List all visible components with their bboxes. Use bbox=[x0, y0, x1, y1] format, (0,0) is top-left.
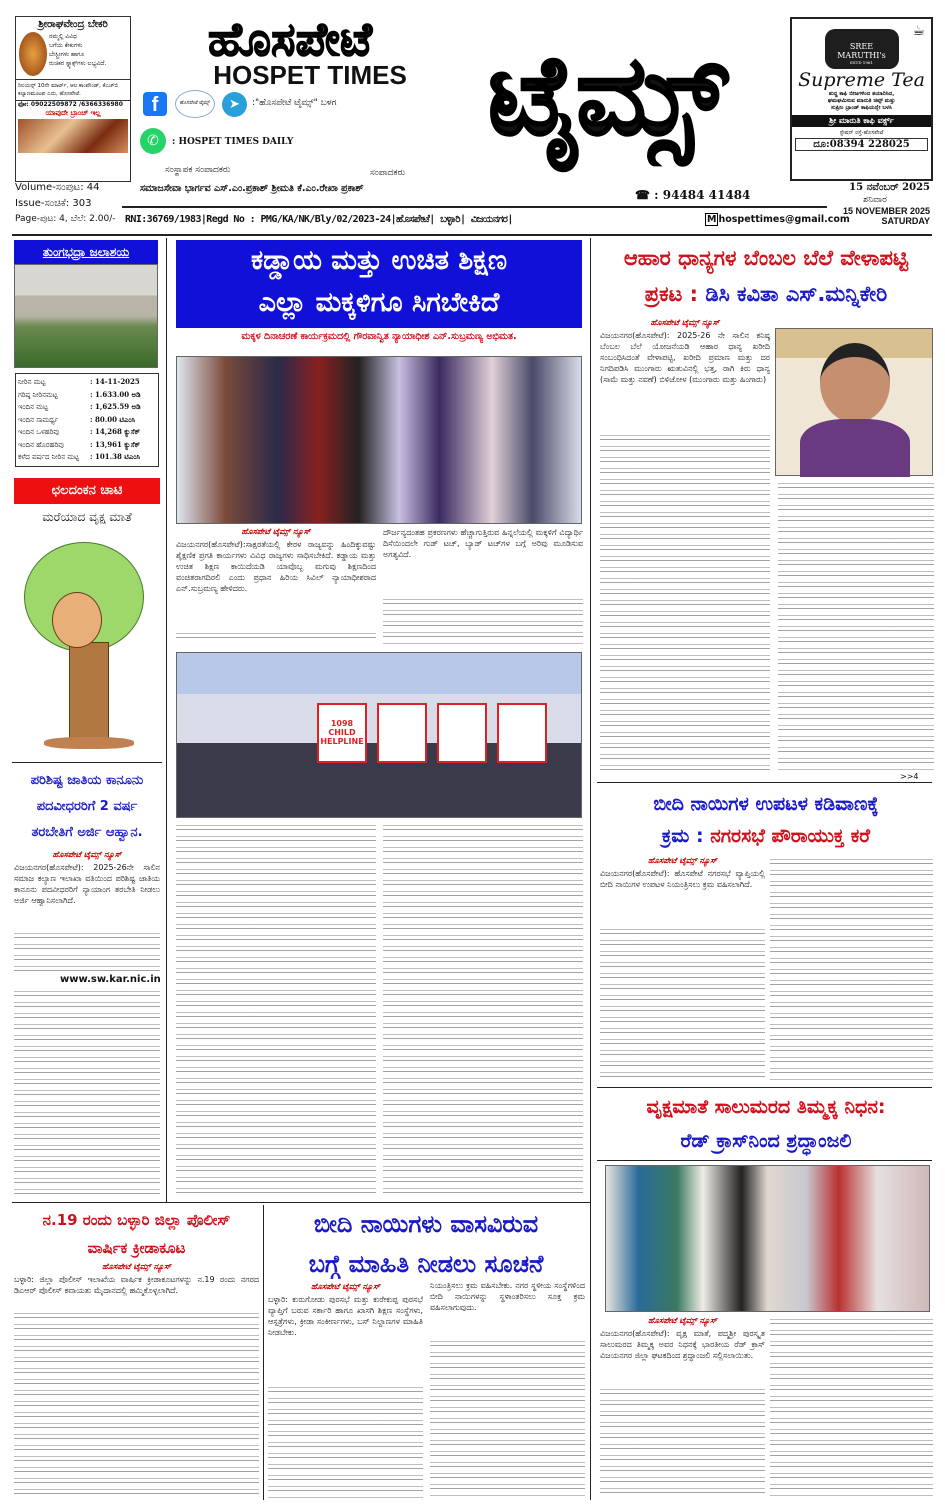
dam-label: ಇಂದಿನ ಒಳಹರಿವು bbox=[18, 428, 60, 436]
dam-photo bbox=[14, 264, 158, 368]
cakes-image bbox=[18, 119, 128, 153]
dam-value: : 14,268 ಕ್ಯುಸೆಕ್ bbox=[90, 427, 141, 436]
dam-value: : 14-11-2025 bbox=[90, 377, 140, 386]
facebook-icon[interactable]: f bbox=[143, 92, 167, 116]
bakery-tagline: ಯಾವುದೇ ಬ್ರಾಂಚ್ ಇಲ್ಲ bbox=[45, 109, 101, 117]
dam-row bbox=[18, 426, 156, 439]
headline-part: ಕ್ರಮ : bbox=[661, 825, 704, 847]
text-lines bbox=[600, 926, 765, 1081]
redcross-tribute-photo bbox=[605, 1165, 930, 1312]
byline: ಹೊಸಪೇಟೆ ಟೈಮ್ಸ್ ನ್ಯೂಸ್ bbox=[52, 850, 122, 859]
tea-brand: SREE MARUTHI's bbox=[837, 42, 886, 60]
ad-line: ಬಗೆಯ ಕೇಕುಗಳು bbox=[49, 42, 83, 49]
tea-estd: ESTD 1961 bbox=[850, 60, 873, 65]
bakery-address: ರಿಲಯನ್ಸ್ 10ನೇ ಮಾರ್ಟ್, ಆಲ ಕಾಂಪೌಂಡ್, ಕೆಎಚ್‌ಬಿ ಕಲ್ಯಾಣಮಂಟಪ ಎದು, ಹೊಸಪೇಟೆ. bbox=[16, 79, 130, 101]
police-sports-headline bbox=[14, 1206, 259, 1262]
whatsapp-label: : HOSPET TIMES DAILY bbox=[172, 137, 294, 147]
dam-label: ಇಂದಿನ ಸಾಮರ್ಥ್ಯ bbox=[18, 415, 59, 424]
social-badge: ಹೊಸಪೇಟೆ ಟೈಮ್ಸ್ bbox=[175, 90, 215, 118]
dam-row bbox=[18, 389, 156, 402]
article-body: ವಿಜಯನಗರ(ಹೊಸಪೇಟೆ): ವೃಕ್ಷ ಮಾತೆ, ಪದ್ಮಶ್ರೀ ಪುರಸ್ಕೃತ ಸಾಲುಮರದ ತಿಮ್ಮಕ್ಕ ಅವರ ನಿಧನಕ್ಕೆ ಭಾರತೀಯ ರೆಡ್ ಕ್ರಾಸ್ ವಿಜಯನಗರ ಜಿಲ್ಲಾ ಘಟಕದಿಂದ ಶ್ರದ್ಧಾಂಜಲಿ ಸಲ್ಲಿಸಲಾಯಿತು. bbox=[600, 1329, 765, 1360]
helpline-event-photo bbox=[176, 652, 582, 818]
byline: ಹೊಸಪೇಟೆ ಟೈಮ್ಸ್ ನ್ಯೂಸ್ bbox=[102, 1262, 171, 1271]
headline-line: ವೃಕ್ಷಮಾತೆ ಸಾಲುಮರದ ತಿಮ್ಮಕ್ಕ ನಿಧನ: bbox=[646, 1096, 886, 1118]
headline-line: ಬೀದಿ ನಾಯಿಗಳು ವಾಸವಿರುವ bbox=[313, 1210, 539, 1238]
text-lines bbox=[14, 1310, 259, 1498]
headline-line: ಪದವೀಧರರಿಗೆ 2 ವರ್ಷ bbox=[36, 799, 138, 814]
registration-line: RNI:36769/1983|Regd No : PMG/KA/NK/Bly/02/2023-24|ಹೊಸಪೇಟೆ| ಬಳ್ಳಾರಿ| ವಿಜಯನಗರ| bbox=[125, 214, 513, 225]
bakery-ad-name: ಶ್ರೀರಾಘವೇಂದ್ರ ಬೇಕರಿ bbox=[38, 19, 108, 30]
tea-brand-badge bbox=[825, 29, 899, 69]
education-photo bbox=[176, 356, 582, 524]
text-lines bbox=[14, 930, 160, 972]
article-body: ವಿಜಯನಗರ(ಹೊಸಪೇಟೆ):ಸಾಕ್ಷರತೆಯಲ್ಲಿ ಕೇರಳ ರಾಜ್ಯವನ್ನು ಹಿಂದಿಕ್ಕುವಷ್ಟು ಶೈಕ್ಷಣಿಕ ಪ್ರಗತಿ ಕಾರ್ಯಗಳು ವಿವಿಧ ರಾಜ್ಯಗಳು ಸಾಧಿಸಬೇಕಿದೆ. ಕಡ್ಡಾಯ ಮತ್ತು ಉಚಿತ ಶಿಕ್ಷಣ ಕಾಯಿದೆಯಡಿ ಯಾವೊಬ್ಬ ಮಗುವು ಶಿಕ್ಷಣದಿಂದ ವಂಚಿತರಾಗದಿರಲಿ ಎಂದು ಪ್ರಧಾನ ಹಿರಿಯ ಸಿವಿಲ್ ನ್ಯಾಯಾಧೀಶರಾದ ಎನ್.ಸುಬ್ರಮಣ್ಯ ಹೇಳಿದರು. bbox=[176, 540, 376, 593]
headline-part: ನಗರಸಭೆ ಪೌರಾಯುಕ್ತ ಕರೆ bbox=[710, 825, 871, 847]
headline-line: ಆಹಾರ ಧಾನ್ಯಗಳ ಬೆಂಬಲ ಬೆಲೆ ವೇಳಾಪಟ್ಟಿ bbox=[623, 246, 909, 270]
tea-product: Supreme Tea bbox=[798, 69, 925, 91]
text-lines bbox=[770, 856, 933, 1081]
ad-line: ಬೇಸ್ಟ್ರೀಗಳು ಹಾಗೂ bbox=[49, 51, 85, 58]
tea-ad bbox=[790, 17, 933, 181]
social-group-label: :"ಹೊಸಪೇಟೆ ಟೈಮ್ಸ್" ಬಳಗ bbox=[252, 98, 337, 108]
tea-company: ಶ್ರೀ ಮಾರುತಿ ಕಾಫಿ ವರ್ಕ್ಸ್ bbox=[792, 115, 931, 127]
article-body-col2: ದೌರ್ಜನ್ಯದಂತಹ ಪ್ರಕರಣಗಳು ಹೆಚ್ಚಾಗುತ್ತಿರುವ ಹಿನ್ನಲೆಯಲ್ಲಿ ಮಕ್ಕಳಿಗೆ ವಿದ್ಯಾರ್ಥಿ ದಿಸೆಯಿಂದಲೇ ಗುಡ್ ಟಚ್, ಬ್ಯಾಡ್ ಟಚ್‌ಗಳ ಬಗ್ಗೆ ಅರಿವು ಮೂಡಿಸುವ ಅಗತ್ಯವಿದೆ. bbox=[383, 528, 583, 559]
headline-line: ಬೀದಿ ನಾಯಿಗಳ ಉಪಟಳ ಕಡಿವಾಣಕ್ಕೆ bbox=[653, 793, 879, 815]
text-lines bbox=[600, 432, 770, 772]
text-lines bbox=[383, 822, 583, 1198]
cartoon-section-title: ಛಲದಂಕನ ಚಾಟಿ bbox=[14, 478, 160, 504]
volume: Volume-ಸಂಪುಟ: 44 bbox=[15, 182, 100, 193]
masthead-english: HOSPET TIMES bbox=[213, 60, 407, 90]
byline: ಹೊಸಪೇಟೆ ಟೈಮ್ಸ್ ನ್ಯೂಸ್ bbox=[241, 527, 311, 536]
dam-value: : 80.00 ಟಿಎಂಸಿ bbox=[90, 414, 136, 424]
caste-law-headline bbox=[14, 768, 160, 846]
headline-line: ತರಬೇತಿಗೆ ಅರ್ಜಿ ಆಹ್ವಾನ. bbox=[31, 825, 143, 840]
grains-headline bbox=[597, 240, 935, 312]
byline: ಹೊಸಪೇಟೆ ಟೈಮ್ಸ್ ನ್ಯೂಸ್ bbox=[650, 318, 720, 327]
tea-address: ಸ್ಟೇಷನ್ ರಸ್ತೆ-ಹೊಸಪೇಟೆ bbox=[839, 130, 884, 136]
dam-stats bbox=[15, 373, 159, 467]
dam-label: ಗರಿಷ್ಠ ನೀರಿನಮಟ್ಟ bbox=[18, 390, 58, 399]
tea-line: ಸುಪ್ರೀಂ ಬ್ರಾಂಡ್ ಕಾಫಿಯನ್ನೇ ಬಳಸಿ bbox=[831, 105, 892, 111]
headline-part: ಪ್ರಕಟ : bbox=[644, 282, 699, 306]
mail-icon: M bbox=[707, 214, 717, 225]
dam-value: : 13,961 ಕ್ಯುಸೆಕ್ bbox=[90, 439, 141, 449]
dam-title: ತುಂಗಭದ್ರಾ ಜಲಾಶಯ bbox=[14, 240, 158, 264]
headline-line: ಬಗ್ಗೆ ಮಾಹಿತಿ ನೀಡಲು ಸೂಚನೆ bbox=[308, 1250, 544, 1278]
dc-portrait-photo bbox=[775, 328, 933, 476]
article-body: ಬಳ್ಳಾರಿ: ಜಿಲ್ಲಾ ಪೊಲೀಸ್ ಇಲಾಖೆಯ ವಾರ್ಷಿಕ ಕ್ರೀಡಾಕೂಟಗಳನ್ನು ನ.19 ರಂದು ನಗರದ ಡಿಎಆರ್ ಪೊಲೀಸ್ ಕವಾಯತು ಮೈದಾನದಲ್ಲಿ ಹಮ್ಮಿಕೊಳ್ಳಲಾಗಿದೆ. bbox=[14, 1275, 259, 1295]
dam-row bbox=[18, 451, 156, 464]
dam-value: : 1,625.59 ಅಡಿ bbox=[90, 402, 141, 411]
article-body: ವಿಜಯನಗರ(ಹೊಸಪೇಟೆ): 2025-26ನೇ ಸಾಲಿನ ಸಮಾಜ ಕಲ್ಯಾಣ ಇಲಾಖಾ ವತಿಯಿಂದ ಪರಿಶಿಷ್ಟ ಜಾತಿಯ ಕಾನೂನು ಪದವೀಧರರಿಗೆ ನ್ಯಾಯಾಂಗ ತರಬೇತಿ ನೀಡಲು ಅರ್ಜಿ ಆಹ್ವಾನಿಸಲಾಗಿದೆ. bbox=[14, 863, 160, 905]
cartoon-illustration bbox=[14, 532, 160, 757]
article-body-col2: ನಿಯಂತ್ರಿಸಲು ಕ್ರಮ ವಹಿಸಬೇಕು. ನಗರ ಸ್ಥಳೀಯ ಸಂಸ್ಥೆಗಳಿಂದ ಬೀದಿ ನಾಯಿಗಳನ್ನು ಸ್ಥಳಾಂತರಿಸಲು ಸೂಕ್ತ ಕ್ರಮ ವಹಿಸಲಾಗುವುದು. bbox=[430, 1281, 585, 1312]
dam-label: ಕಳೆದ ವರ್ಷದ ನೀರಿನ ಮಟ್ಟ bbox=[18, 453, 80, 461]
editor-label: ಸಂಪಾದಕರು bbox=[370, 168, 406, 178]
text-lines bbox=[176, 630, 376, 644]
article-body: ವಿಜಯನಗರ(ಹೊಸಪೇಟೆ): ಹೊಸಪೇಟೆ ನಗರಸಭೆ ವ್ಯಾಪ್ತಿಯಲ್ಲಿ ಬೀದಿ ನಾಯಿಗಳ ಉಪಟಳ ನಿಯಂತ್ರಿಸಲು ಕ್ರಮ ವಹಿಸಲಾಗಿದೆ. bbox=[600, 869, 765, 889]
dam-label: ಇಂದಿನ ಮಟ್ಟ bbox=[18, 403, 49, 411]
bakery-ad bbox=[15, 16, 131, 182]
date-block bbox=[820, 182, 930, 226]
day-english: SATURDAY bbox=[881, 216, 930, 226]
dam-row bbox=[18, 401, 156, 414]
dam-label: ಇಂದಿನ ಹೊರಹರಿವು bbox=[18, 440, 64, 449]
day-kannada: ಶನಿವಾರ bbox=[863, 195, 887, 205]
byline: ಹೊಸಪೇಟೆ ಟೈಮ್ಸ್ ನ್ಯೂಸ್ bbox=[648, 1316, 717, 1325]
email-text: hospettimes@gmail.com bbox=[718, 214, 850, 225]
dam-value: : 101.38 ಟಿಎಂಸಿ bbox=[90, 452, 141, 461]
text-lines bbox=[778, 480, 934, 772]
tea-line: ಶುದ್ಧ ಕಾಫಿ ಬೀಜಗಳಿಂದ ತಯಾರಿಸಿದ, bbox=[828, 91, 895, 97]
tea-cup-icon: ☕ bbox=[912, 23, 925, 39]
dam-row bbox=[18, 439, 156, 452]
article-body: ವಿಜಯನಗರ(ಹೊಸಪೇಟೆ): 2025-26 ನೇ ಸಾಲಿನ ಕನಿಷ್ಠ ಬೆಂಬಲ ಬೆಲೆ ಯೋಜನೆಯಡಿ ಆಹಾರ ಧಾನ್ಯ ಖರೀದಿ ಸಂಬಂಧಿಸಿದಂತೆ ವೇಳಾಪಟ್ಟಿ, ಖರೀದಿ ಪ್ರಮಾಣ ಮತ್ತು ದರ ನಿಗದಿಪಡಿಸಿ ಮುಂಗಾರು ಋತುವಿನಲ್ಲಿ ಭತ್ತ, ರಾಗಿ ಕಿರು ಧಾನ್ಯ (ಸಾಮೆ ಮತ್ತು ನವಣೆ) ಬಿಳಿಜೋಳ (ಮುಂಗಾರು ಮತ್ತು ಹಿಂಗಾರು) bbox=[600, 331, 770, 384]
headline-line: ವಾರ್ಷಿಕ ಕ್ರೀಡಾಕೂಟ bbox=[87, 1239, 186, 1257]
phone-number bbox=[635, 188, 750, 202]
byline: ಹೊಸಪೇಟೆ ಟೈಮ್ಸ್ ನ್ಯೂಸ್ bbox=[648, 856, 717, 865]
headline-part: ಡಿಸಿ ಕವಿತಾ ಎಸ್.ಮನ್ನಿಕೇರಿ bbox=[705, 282, 888, 306]
continued-marker: >>4 bbox=[900, 772, 919, 781]
phone-icon: ☎ bbox=[635, 188, 655, 202]
editors-names: ಸಮಾಜಸೇವಾ ಭಾರ್ಗವ ಎಸ್.ಎಂ.ಪ್ರಕಾಶ್ ಶ್ರೀಮತಿ ಕೆ.ಎಂ.ರೇಖಾ ಪ್ರಕಾಶ್ bbox=[140, 183, 364, 194]
text-lines bbox=[176, 822, 376, 1198]
date-kannada: 15 ನವೆಂಬರ್ 2025 bbox=[849, 182, 930, 193]
text-lines bbox=[383, 596, 583, 644]
headline-line: ನ.19 ರಂದು ಬಳ್ಳಾರಿ ಜಿಲ್ಲಾ ಪೊಲೀಸ್ bbox=[42, 1211, 231, 1229]
issue: Issue-ಸಂಚಿಕೆ: 303 bbox=[15, 198, 92, 209]
tea-line: ಘಮಘಮಿಸುವ ಮಾರುತಿ ಚಿಪ್ಸ್ ಮತ್ತು bbox=[827, 98, 896, 104]
page-price: Page-ಪುಟ: 4, ಬೆಲೆ: 2.00/- bbox=[15, 214, 116, 224]
text-lines bbox=[600, 1386, 765, 1498]
masthead-kannada-2: ಟೈಮ್ಸ್ bbox=[488, 31, 727, 159]
byline: ಹೊಸಪೇಟೆ ಟೈಮ್ಸ್ ನ್ಯೂಸ್ bbox=[311, 1282, 380, 1291]
thimmakka-headline bbox=[597, 1090, 935, 1158]
education-headline bbox=[176, 240, 582, 328]
article-body: ಬಳ್ಳಾರಿ: ಕುರುಗೋಡು ಪುರಸಭೆ ಮತ್ತು ಕುರೇಕುಪ್ಪ ಪುರಸಭೆ ವ್ಯಾಪ್ತಿಗೆ ಬರುವ ಸರ್ಕಾರಿ ಹಾಗೂ ಖಾಸಗಿ ಶಿಕ್ಷಣ ಸಂಸ್ಥೆಗಳು, ಆಸ್ಪತ್ರೆಗಳು, ಕ್ರೀಡಾ ಸಂಕೀರ್ಣಗಳು, ಬಸ್ ನಿಲ್ದಾಣಗಳ ಮಾಹಿತಿ ನೀಡಬೇಕು. bbox=[268, 1295, 423, 1337]
text-lines bbox=[430, 1338, 585, 1498]
text-lines bbox=[268, 1384, 423, 1498]
saint-portrait bbox=[19, 32, 47, 76]
date-english: 15 NOVEMBER 2025 bbox=[842, 206, 930, 216]
telegram-icon[interactable]: ➤ bbox=[222, 92, 247, 117]
text-lines bbox=[14, 988, 160, 1198]
dogs-info-headline bbox=[266, 1204, 586, 1284]
founder-label: ಸಂಸ್ಥಾಪಕ ಸಂಪಾದಕರು bbox=[165, 165, 231, 175]
cartoon-title: ಮರೆಯಾದ ವೃಕ್ಷ ಮಾತೆ bbox=[42, 510, 132, 524]
ad-line: ರುಚಿಕರ ಸ್ನ್ಯಾಕ್ಸ್‌ಗಳು ಲಭ್ಯವಿದೆ. bbox=[49, 60, 107, 67]
text-lines bbox=[770, 1316, 933, 1498]
education-subhead: ಮಕ್ಕಳ ದಿನಾಚರಣೆ ಕಾರ್ಯಕ್ರಮದಲ್ಲಿ ಗೌರವಾನ್ವಿತ ನ್ಯಾಯಾಧೀಶ ಎನ್.ಸುಬ್ರಮಣ್ಯ ಅಭಿಮತ. bbox=[241, 331, 517, 342]
dam-value: : 1.633.00 ಅಡಿ bbox=[90, 389, 141, 399]
dam-row bbox=[18, 414, 156, 427]
headline-line: ಎಲ್ಲಾ ಮಕ್ಕಳಿಗೂ ಸಿಗಬೇಕಿದೆ bbox=[258, 287, 500, 318]
phone-text: : 94484 41484 bbox=[654, 188, 751, 202]
dogs-council-headline bbox=[597, 788, 935, 852]
helpline-poster: 1098 CHILD HELPLINE bbox=[317, 703, 367, 763]
headline-line: ಕಡ್ಡಾಯ ಮತ್ತು ಉಚಿತ ಶಿಕ್ಷಣ bbox=[251, 245, 507, 276]
masthead-kannada-1: ಹೊಸಪೇಟೆ bbox=[207, 12, 373, 66]
ad-line: ನಮ್ಮಲ್ಲಿ ವಿವಿಧ bbox=[49, 33, 77, 40]
website-link[interactable]: www.sw.kar.nic.in bbox=[60, 974, 161, 985]
headline-line: ಪರಿಶಿಷ್ಟ ಜಾತಿಯ ಕಾನೂನು bbox=[30, 773, 144, 788]
dam-row bbox=[18, 376, 156, 389]
whatsapp-icon[interactable]: ✆ bbox=[140, 128, 166, 154]
headline-line: ರೆಡ್ ಕ್ರಾಸ್‌ನಿಂದ ಶ್ರದ್ಧಾಂಜಲಿ bbox=[680, 1130, 852, 1152]
dam-label: ನೀರಿನ ಮಟ್ಟ bbox=[18, 378, 46, 386]
bakery-phone: ಫೋ: 09022509872 /6366336980 bbox=[18, 101, 123, 108]
tea-phone: ದೂ:08394 228025 bbox=[795, 138, 928, 151]
